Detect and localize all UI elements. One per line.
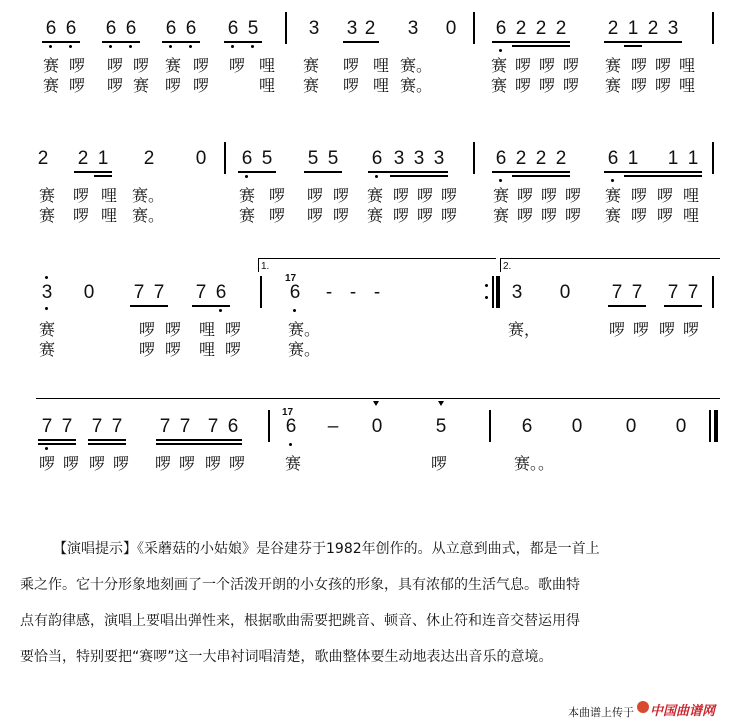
note: 6	[215, 282, 227, 303]
lyrics-row-1-verse-1	[0, 56, 750, 76]
note: 1	[687, 148, 699, 169]
lyric: 啰	[164, 76, 181, 95]
repeat-thick-bar	[496, 276, 500, 308]
beam-line	[512, 45, 570, 47]
lyric: 啰	[416, 186, 433, 205]
lyric: 啰	[656, 186, 673, 205]
low-octave-dot	[499, 49, 502, 52]
lyric: 啰	[154, 454, 171, 473]
lyrics-row-4	[0, 454, 750, 474]
note: 7	[179, 416, 191, 437]
lyric: 啰	[562, 76, 579, 95]
note: 2	[555, 148, 567, 169]
note: 2	[77, 148, 89, 169]
low-octave-dot	[45, 447, 48, 450]
beam-line	[38, 439, 76, 441]
lyric: 啰	[204, 454, 221, 473]
lyric: 赛。	[132, 206, 165, 225]
note: 6	[241, 148, 253, 169]
beam-line	[624, 45, 642, 47]
repeat-dot	[485, 284, 488, 287]
beam-line	[238, 171, 276, 173]
note: 7	[61, 416, 73, 437]
note: 2	[607, 18, 619, 39]
lyric: 赛	[604, 56, 621, 75]
lyric: 啰	[62, 454, 79, 473]
beam-line	[88, 439, 126, 441]
note: 6	[227, 416, 239, 437]
note: 0	[675, 416, 687, 437]
lyric: 赛	[38, 320, 55, 339]
lyric: 啰	[564, 186, 581, 205]
note: 1	[627, 148, 639, 169]
beam-line	[38, 443, 76, 445]
beam-line	[304, 171, 342, 173]
lyric: 啰	[632, 320, 649, 339]
low-octave-dot	[293, 309, 296, 312]
lyrics-row-2-verse-2	[0, 206, 750, 226]
note: 2	[647, 18, 659, 39]
low-octave-dot	[109, 45, 112, 48]
note: 2	[515, 18, 527, 39]
beam-line	[368, 171, 448, 173]
note: 1	[627, 18, 639, 39]
lyric: 赛。	[288, 340, 321, 359]
beam-line	[664, 305, 702, 307]
low-octave-dot	[375, 175, 378, 178]
lyric: 啰	[392, 186, 409, 205]
lyric: 赛	[604, 76, 621, 95]
beam-line	[608, 305, 646, 307]
volta-bracket-1-edge	[258, 258, 259, 272]
beam-line	[42, 41, 80, 43]
lyric: 赛	[42, 56, 59, 75]
measure-number: 17	[282, 407, 294, 418]
beam-line	[390, 175, 448, 177]
note: –	[327, 416, 339, 437]
tips-line: 点有韵律感，演唱上要唱出弹性来，根据歌曲需要把跳音、顿音、休止符和连音交替运用得	[20, 613, 580, 629]
lyric: 啰	[164, 340, 181, 359]
lyric: 赛。。	[514, 454, 555, 473]
lyrics-row-3-verse-1	[0, 320, 750, 340]
lyric: 哩	[100, 186, 117, 205]
beam-line	[94, 175, 112, 177]
lyric: 啰	[630, 56, 647, 75]
note: -	[325, 282, 333, 303]
note: 3	[667, 18, 679, 39]
lyric: 哩	[100, 206, 117, 225]
system-line	[36, 398, 720, 399]
note: 2	[555, 18, 567, 39]
note: 0	[571, 416, 583, 437]
lyric: 啰	[392, 206, 409, 225]
note: 7	[153, 282, 165, 303]
note: 1	[97, 148, 109, 169]
low-octave-dot	[251, 45, 254, 48]
note: 6	[521, 416, 533, 437]
lyrics-row-1-verse-2	[0, 76, 750, 96]
beam-line	[343, 41, 379, 43]
fermata-mark	[438, 401, 444, 406]
lyric: 啰	[138, 340, 155, 359]
beam-line	[224, 41, 262, 43]
lyric: 啰	[332, 206, 349, 225]
lyric: 啰	[516, 186, 533, 205]
lyric: 啰	[268, 186, 285, 205]
note: 6	[65, 18, 77, 39]
lyric: 赛	[302, 56, 319, 75]
lyric: 赛	[238, 186, 255, 205]
lyric: 啰	[192, 76, 209, 95]
low-octave-dot	[219, 309, 222, 312]
lyric: 赛	[604, 186, 621, 205]
lyric: 啰	[564, 206, 581, 225]
low-octave-dot	[499, 179, 502, 182]
lyric: 哩	[372, 56, 389, 75]
repeat-thin-bar	[492, 276, 494, 308]
low-octave-dot	[49, 45, 52, 48]
note: 6	[105, 18, 117, 39]
lyric: 赛	[366, 186, 383, 205]
low-octave-dot	[45, 307, 48, 310]
lyric: 赛。	[288, 320, 321, 339]
lyric: 哩	[678, 76, 695, 95]
lyric: 赛	[492, 186, 509, 205]
note: 7	[207, 416, 219, 437]
lyric: 啰	[540, 186, 557, 205]
note: 5	[247, 18, 259, 39]
lyric: 啰	[164, 320, 181, 339]
note: 6	[165, 18, 177, 39]
lyric: 啰	[268, 206, 285, 225]
note: 3	[511, 282, 523, 303]
bar-line	[285, 12, 287, 44]
note: 1	[667, 148, 679, 169]
lyric: 啰	[88, 454, 105, 473]
lyric: 赛	[132, 76, 149, 95]
lyric: 赛	[38, 340, 55, 359]
bar-line	[473, 142, 475, 174]
note: 5	[327, 148, 339, 169]
lyric: 赛	[366, 206, 383, 225]
lyric: 啰	[228, 454, 245, 473]
lyric: 赛	[38, 186, 55, 205]
lyric: 啰	[228, 56, 245, 75]
lyric: 赛	[604, 206, 621, 225]
volta-bracket-1	[258, 258, 496, 259]
note: 2	[364, 18, 376, 39]
note: 6	[285, 416, 297, 437]
beam-line	[156, 439, 242, 441]
lyric: 啰	[440, 206, 457, 225]
note: -	[373, 282, 381, 303]
beam-line	[156, 443, 242, 445]
fermata-mark	[373, 401, 379, 406]
lyric: 啰	[68, 56, 85, 75]
note: 7	[667, 282, 679, 303]
lyric: 哩	[198, 340, 215, 359]
upload-note: 本曲谱上传于	[568, 706, 634, 719]
beam-line	[162, 41, 200, 43]
lyric: 啰	[112, 454, 129, 473]
lyric: 啰	[306, 186, 323, 205]
lyric: 赛	[164, 56, 181, 75]
tips-line: 要恰当，特别要把“赛啰”这一大串衬词唱清楚，歌曲整体要生动地表达出音乐的意境。	[20, 649, 553, 665]
note: 0	[445, 18, 457, 39]
lyric: 啰	[68, 76, 85, 95]
lyric: 赛，	[508, 320, 541, 339]
note: 6	[495, 18, 507, 39]
note: 3	[407, 18, 419, 39]
note: 2	[535, 18, 547, 39]
note: 6	[371, 148, 383, 169]
note: 2	[37, 148, 49, 169]
volta-bracket-2-edge	[500, 258, 501, 272]
high-octave-dot	[45, 276, 48, 279]
lyric: 赛。	[400, 56, 433, 75]
lyric: 啰	[306, 206, 323, 225]
performance-tips	[20, 531, 715, 675]
note: 7	[195, 282, 207, 303]
final-thick-bar	[714, 410, 718, 442]
lyric: 啰	[538, 76, 555, 95]
measure-number: 17	[285, 273, 297, 284]
note: 6	[607, 148, 619, 169]
note: 5	[261, 148, 273, 169]
tips-line: 乘之作。它十分形象地刻画了一个活泼开朗的小女孩的形象，具有浓郁的生活气息。歌曲特	[20, 577, 580, 593]
lyric: 啰	[106, 76, 123, 95]
lyric: 啰	[224, 340, 241, 359]
note: 5	[307, 148, 319, 169]
lyric: 哩	[198, 320, 215, 339]
note: 6	[185, 18, 197, 39]
lyric: 赛	[302, 76, 319, 95]
low-octave-dot	[611, 179, 614, 182]
note: 6	[125, 18, 137, 39]
final-thin-bar	[709, 410, 711, 442]
lyric: 啰	[516, 206, 533, 225]
note: 0	[625, 416, 637, 437]
note: 3	[413, 148, 425, 169]
lyric: 哩	[682, 186, 699, 205]
volta-2-label: 2.	[503, 261, 512, 272]
bar-line	[712, 142, 714, 174]
note: 5	[435, 416, 447, 437]
lyric: 啰	[440, 186, 457, 205]
lyric: 啰	[72, 206, 89, 225]
note: 0	[559, 282, 571, 303]
beam-line	[624, 175, 702, 177]
beam-line	[512, 175, 570, 177]
note: 6	[289, 282, 301, 303]
note: 7	[631, 282, 643, 303]
lyric: 啰	[430, 454, 447, 473]
repeat-dot	[485, 296, 488, 299]
lyric: 哩	[372, 76, 389, 95]
lyric: 赛	[238, 206, 255, 225]
note: 7	[41, 416, 53, 437]
note: 7	[133, 282, 145, 303]
lyric: 啰	[106, 56, 123, 75]
lyric: 啰	[630, 206, 647, 225]
lyric: 啰	[654, 56, 671, 75]
lyric: 赛	[492, 206, 509, 225]
lyric: 啰	[540, 206, 557, 225]
lyric: 啰	[608, 320, 625, 339]
lyric: 啰	[342, 56, 359, 75]
lyric: 啰	[72, 186, 89, 205]
lyric: 啰	[192, 56, 209, 75]
low-octave-dot	[245, 175, 248, 178]
lyric: 啰	[132, 56, 149, 75]
bar-line	[224, 142, 226, 174]
lyric: 啰	[332, 186, 349, 205]
note: 7	[111, 416, 123, 437]
bar-line	[260, 276, 262, 308]
beam-line	[130, 305, 168, 307]
note: 6	[227, 18, 239, 39]
low-octave-dot	[129, 45, 132, 48]
lyric: 赛	[38, 206, 55, 225]
lyric: 啰	[630, 76, 647, 95]
volta-1-label: 1.	[261, 261, 270, 272]
note: 7	[687, 282, 699, 303]
note: 7	[159, 416, 171, 437]
beam-line	[74, 171, 112, 173]
lyric: 啰	[630, 186, 647, 205]
note: 7	[611, 282, 623, 303]
note: 3	[346, 18, 358, 39]
bar-line	[473, 12, 475, 44]
lyric: 赛。	[132, 186, 165, 205]
note: 0	[195, 148, 207, 169]
beam-line	[192, 305, 230, 307]
lyric: 哩	[678, 56, 695, 75]
low-octave-dot	[289, 443, 292, 446]
low-octave-dot	[169, 45, 172, 48]
lyric: 赛	[284, 454, 301, 473]
low-octave-dot	[231, 45, 234, 48]
beam-line	[604, 41, 682, 43]
lyric: 啰	[656, 206, 673, 225]
note: 2	[143, 148, 155, 169]
note: 0	[83, 282, 95, 303]
note: 3	[41, 282, 53, 303]
lyric: 赛	[490, 56, 507, 75]
lyric: 啰	[514, 56, 531, 75]
low-octave-dot	[189, 45, 192, 48]
lyric: 啰	[682, 320, 699, 339]
lyric: 啰	[178, 454, 195, 473]
lyric: 啰	[562, 56, 579, 75]
beam-line	[88, 443, 126, 445]
lyric: 啰	[224, 320, 241, 339]
volta-bracket-2	[500, 258, 720, 259]
lyric: 啰	[538, 56, 555, 75]
site-logo-text: 中国曲谱网	[650, 704, 716, 719]
bar-line	[489, 410, 491, 442]
lyric: 赛	[42, 76, 59, 95]
bar-line	[712, 12, 714, 44]
note: 6	[45, 18, 57, 39]
lyrics-row-3-verse-2	[0, 340, 750, 360]
beam-line	[492, 41, 570, 43]
site-logo-icon	[637, 701, 649, 713]
lyric: 哩	[258, 76, 275, 95]
lyric: 啰	[658, 320, 675, 339]
lyric: 啰	[38, 454, 55, 473]
lyric: 啰	[342, 76, 359, 95]
beam-line	[102, 41, 140, 43]
lyric: 啰	[654, 76, 671, 95]
note: 6	[495, 148, 507, 169]
note: 3	[433, 148, 445, 169]
beam-line	[604, 171, 702, 173]
note: 7	[91, 416, 103, 437]
bar-line	[268, 410, 270, 442]
lyric: 哩	[258, 56, 275, 75]
note: 2	[535, 148, 547, 169]
note: 2	[515, 148, 527, 169]
note: 3	[308, 18, 320, 39]
bar-line	[712, 276, 714, 308]
lyric: 赛	[490, 76, 507, 95]
lyrics-row-2-verse-1	[0, 186, 750, 206]
low-octave-dot	[69, 45, 72, 48]
note: 3	[393, 148, 405, 169]
tips-line: 【演唱提示】《采蘑菇的小姑娘》是谷建芬于1982年创作的。从立意到曲式，都是一首上	[53, 541, 600, 557]
note: 0	[371, 416, 383, 437]
note: -	[349, 282, 357, 303]
lyric: 赛。	[400, 76, 433, 95]
beam-line	[492, 171, 570, 173]
lyric: 啰	[416, 206, 433, 225]
lyric: 啰	[138, 320, 155, 339]
lyric: 啰	[514, 76, 531, 95]
lyric: 哩	[682, 206, 699, 225]
